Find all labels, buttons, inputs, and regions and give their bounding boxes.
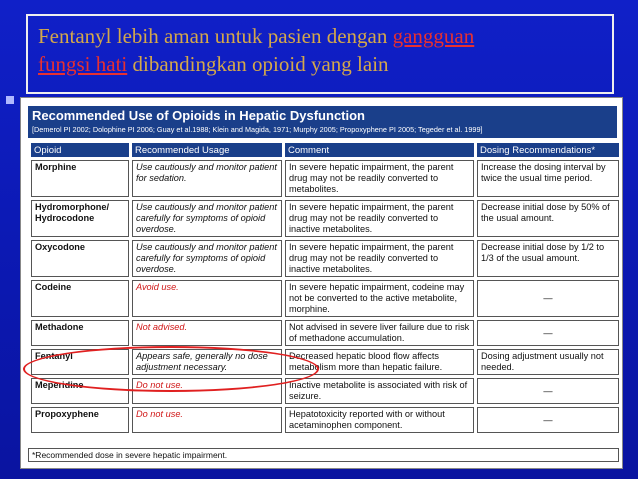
column-header: Comment — [285, 143, 474, 157]
table-row — [31, 200, 619, 237]
cell-opioid: Methadone — [31, 320, 129, 346]
cell-dosing: Dosing adjustment usually not needed. — [477, 349, 619, 375]
table-header-row — [31, 143, 619, 157]
cell-opioid: Meperidine — [31, 378, 129, 404]
slide-title — [38, 22, 598, 78]
cell-usage: Not advised. — [132, 320, 282, 346]
highlight-circle — [23, 346, 319, 392]
cell-comment: Hepatotoxicity reported with or without acetaminophen component. — [285, 407, 474, 433]
cell-comment: In severe hepatic impairment, the parent drug may not be readily converted to inactive metabolites. — [285, 240, 474, 277]
table-row — [31, 160, 619, 197]
table-row — [31, 407, 619, 433]
cell-usage: Use cautiously and monitor patient for sedation. — [132, 160, 282, 197]
column-header: Recommended Usage — [132, 143, 282, 157]
table-footnote: *Recommended dose in severe hepatic impairment. — [28, 448, 619, 462]
cell-dosing: — — [477, 378, 619, 404]
cell-usage: Use cautiously and monitor patient carefully for symptoms of opioid overdose. — [132, 240, 282, 277]
cell-comment: In severe hepatic impairment, the parent drug may not be readily converted to inactive metabolites. — [285, 200, 474, 237]
cell-opioid: Morphine — [31, 160, 129, 197]
cell-comment: Decreased hepatic blood flow affects metabolism more than hepatic failure. — [285, 349, 474, 375]
title-text-part: Fentanyl lebih aman untuk pasien dengan — [38, 24, 393, 48]
column-header: Dosing Recommendations* — [477, 143, 619, 157]
cell-dosing: — — [477, 407, 619, 433]
table-references: [Demerol PI 2002; Dolophine PI 2006; Guay et al.1988; Klein and Magida, 1971; Murphy 2005; Propoxyphene PI 2005; Tegeder et al. 1999] — [32, 125, 483, 134]
column-header: Opioid — [31, 143, 129, 157]
cell-opioid: Codeine — [31, 280, 129, 317]
cell-opioid: Fentanyl — [31, 349, 129, 375]
cell-usage: Appears safe, generally no dose adjustment necessary. — [132, 349, 282, 375]
title-highlight: fungsi hati — [38, 52, 128, 76]
table-row — [31, 280, 619, 317]
cell-dosing: Increase the dosing interval by twice the usual time period. — [477, 160, 619, 197]
cell-usage: Use cautiously and monitor patient carefully for symptoms of opioid overdose. — [132, 200, 282, 237]
opioid-table — [28, 140, 622, 436]
table-title: Recommended Use of Opioids in Hepatic Dysfunction — [32, 108, 365, 123]
cell-comment: Not advised in severe liver failure due to risk of methadone accumulation. — [285, 320, 474, 346]
title-text-part: dibandingkan opioid yang lain — [127, 52, 389, 76]
title-box — [26, 14, 614, 94]
cell-dosing: Decrease initial dose by 1/2 to 1/3 of the usual amount. — [477, 240, 619, 277]
cell-comment: In severe hepatic impairment, codeine may not be converted to the active metabolite, morphine. — [285, 280, 474, 317]
table-header-bar — [28, 106, 617, 138]
cell-usage: Do not use. — [132, 378, 282, 404]
cell-comment: Inactive metabolite is associated with risk of seizure. — [285, 378, 474, 404]
title-highlight: gangguan — [392, 24, 475, 48]
cell-comment: In severe hepatic impairment, the parent drug may not be readily converted to metabolites. — [285, 160, 474, 197]
cell-opioid: Propoxyphene — [31, 407, 129, 433]
corner-ornament — [6, 96, 14, 104]
table-row — [31, 240, 619, 277]
table-image-panel — [20, 97, 623, 469]
table-row — [31, 320, 619, 346]
cell-usage: Avoid use. — [132, 280, 282, 317]
cell-dosing: Decrease initial dose by 50% of the usual amount. — [477, 200, 619, 237]
cell-usage: Do not use. — [132, 407, 282, 433]
cell-opioid: Hydromorphone/ Hydrocodone — [31, 200, 129, 237]
cell-dosing: — — [477, 280, 619, 317]
cell-dosing: — — [477, 320, 619, 346]
cell-opioid: Oxycodone — [31, 240, 129, 277]
